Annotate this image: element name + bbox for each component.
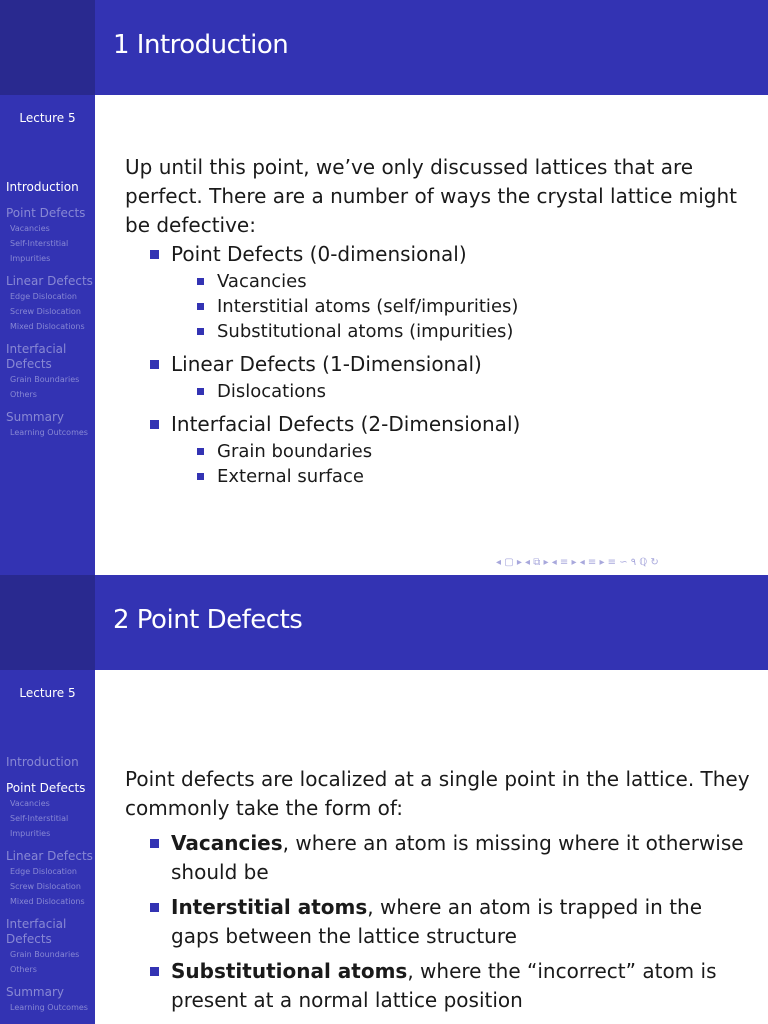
nav-vacancies[interactable]: Vacancies (10, 224, 50, 233)
nav-impurities[interactable]: Impurities (10, 829, 51, 838)
bullet-description: , where an atom is missing where it otherwise should be (171, 831, 744, 884)
bullet-marker (150, 839, 159, 848)
nav-linear-defects[interactable]: Linear Defects (6, 274, 93, 288)
nav-screw-dislocation[interactable]: Screw Dislocation (10, 882, 81, 891)
section-nav (6, 180, 94, 440)
sidebar-header (0, 0, 95, 95)
sidebar (0, 575, 95, 1024)
nav-mixed-dislocations[interactable]: Mixed Dislocations (10, 897, 85, 906)
nav-screw-dislocation[interactable]: Screw Dislocation (10, 307, 81, 316)
bullet-point-defects: Point Defects (0-dimensional) (125, 240, 750, 269)
nav-others[interactable]: Others (10, 390, 37, 399)
nav-interfacial-defects[interactable]: Defects (6, 357, 52, 371)
bullet-marker (150, 903, 159, 912)
nav-impurities[interactable]: Impurities (10, 254, 51, 263)
nav-learning-outcomes[interactable]: Learning Outcomes (10, 428, 88, 437)
title-bar (95, 575, 768, 670)
nav-point-defects[interactable]: Point Defects (6, 206, 86, 220)
bullet-vacancies (125, 829, 750, 887)
beamer-navigation-controls[interactable]: ◂ ▢ ▸ ◂ ⧉ ▸ ◂ ≡ ▸ ◂ ≡ ▸ ≡ ∽ ۹ ℚ ↻ (496, 557, 659, 568)
term-interstitial-atoms: Interstitial atoms (171, 895, 368, 919)
sidebar (0, 0, 95, 575)
nav-mixed-dislocations[interactable]: Mixed Dislocations (10, 322, 85, 331)
nav-vacancies[interactable]: Vacancies (10, 799, 50, 808)
nav-edge-dislocation[interactable]: Edge Dislocation (10, 292, 77, 301)
slide-content (125, 765, 750, 1015)
sub-bullet: Grain boundaries (125, 439, 750, 464)
nav-grain-boundaries[interactable]: Grain Boundaries (10, 375, 80, 384)
nav-self-interstitial[interactable]: Self-Interstitial (10, 239, 69, 248)
bullet-marker (197, 448, 204, 455)
nav-learning-outcomes[interactable]: Learning Outcomes (10, 1003, 88, 1012)
bullet-substitutional-atoms (125, 957, 750, 1015)
bullet-marker (197, 388, 204, 395)
lecture-label: Lecture 5 (19, 686, 76, 700)
nav-introduction[interactable]: Introduction (6, 180, 79, 194)
slide-title: 1 Introduction (113, 30, 289, 60)
bullet-description: , where an atom is trapped in the gaps between the lattice structure (171, 895, 703, 948)
bullet-interfacial-defects: Interfacial Defects (2-Dimensional) (125, 410, 750, 439)
nav-interfacial-defects[interactable]: Defects (6, 932, 52, 946)
sub-bullet: Interstitial atoms (self/impurities) (125, 294, 750, 319)
nav-linear-defects[interactable]: Linear Defects (6, 849, 93, 863)
bullet-marker (150, 420, 159, 429)
nav-grain-boundaries[interactable]: Grain Boundaries (10, 950, 80, 959)
nav-interfacial[interactable]: Interfacial (6, 917, 67, 931)
bullet-marker (197, 473, 204, 480)
bullet-linear-defects: Linear Defects (1-Dimensional) (125, 350, 750, 379)
title-bar (95, 0, 768, 95)
bullet-marker (197, 328, 204, 335)
nav-others[interactable]: Others (10, 965, 37, 974)
slide-point-defects (0, 575, 768, 1024)
bullet-marker (150, 967, 159, 976)
lecture-label: Lecture 5 (19, 111, 76, 125)
slide-title: 2 Point Defects (113, 605, 303, 635)
sidebar-header (0, 575, 95, 670)
intro-paragraph: Point defects are localized at a single point in the lattice. They commonly take the form of: (125, 767, 750, 820)
nav-self-interstitial[interactable]: Self-Interstitial (10, 814, 69, 823)
sub-bullet: Substitutional atoms (impurities) (125, 319, 750, 344)
intro-paragraph: Up until this point, we’ve only discussed lattices that are perfect. There are a number of ways the crystal lattice might be defective: (125, 155, 737, 237)
nav-summary[interactable]: Summary (6, 985, 64, 999)
nav-summary[interactable]: Summary (6, 410, 64, 424)
sub-bullet: External surface (125, 464, 750, 489)
nav-point-defects[interactable]: Point Defects (6, 781, 86, 795)
bullet-marker (197, 303, 204, 310)
bullet-description: , where the “incorrect” atom is present at a normal lattice position (171, 959, 717, 1012)
sub-bullet: Vacancies (125, 269, 750, 294)
bullet-marker (150, 250, 159, 259)
bullet-marker (197, 278, 204, 285)
bullet-marker (150, 360, 159, 369)
nav-interfacial[interactable]: Interfacial (6, 342, 67, 356)
nav-edge-dislocation[interactable]: Edge Dislocation (10, 867, 77, 876)
term-substitutional-atoms: Substitutional atoms (171, 959, 408, 983)
section-nav (6, 755, 94, 1015)
nav-introduction[interactable]: Introduction (6, 755, 79, 769)
term-vacancies: Vacancies (171, 831, 283, 855)
bullet-interstitial-atoms (125, 893, 750, 951)
slide-content (125, 153, 750, 489)
sub-bullet: Dislocations (125, 379, 750, 404)
